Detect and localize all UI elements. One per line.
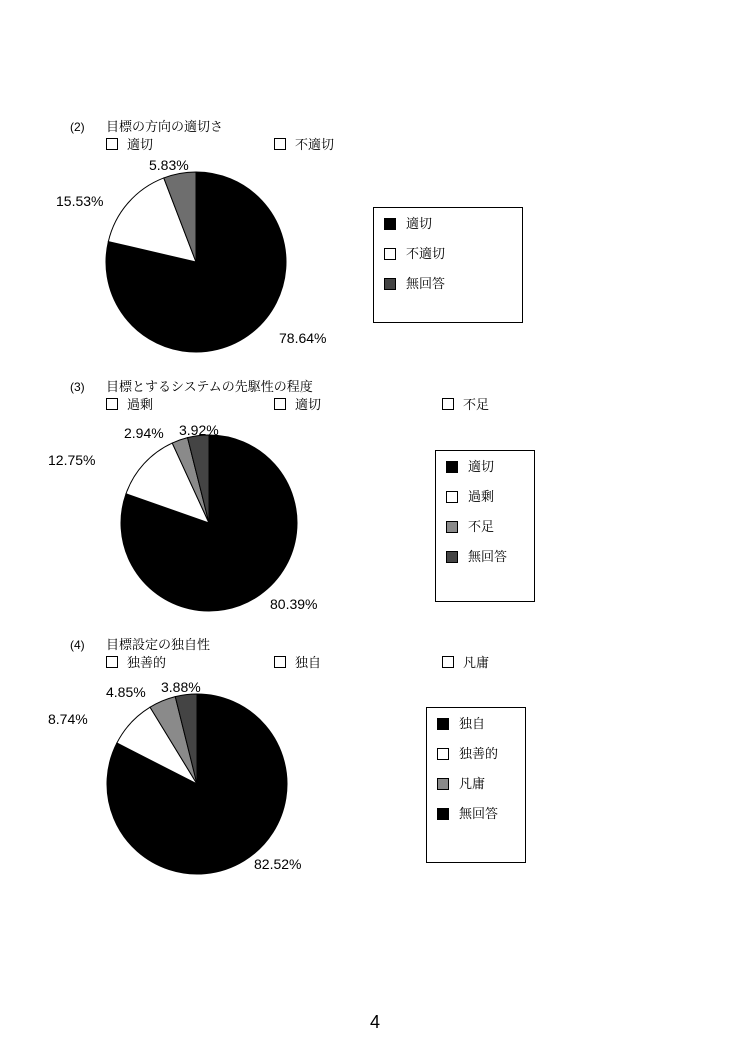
slice-percent-label: 82.52% bbox=[254, 856, 302, 872]
legend-label: 過剰 bbox=[468, 490, 495, 505]
answer-option-label: 独自 bbox=[295, 656, 322, 671]
legend-label: 不足 bbox=[468, 520, 495, 535]
legend-item bbox=[384, 278, 522, 308]
chart-legend bbox=[435, 450, 535, 602]
answer-option-label: 凡庸 bbox=[463, 656, 490, 671]
legend-swatch bbox=[446, 491, 458, 503]
slice-percent-label: 3.92% bbox=[179, 422, 219, 438]
legend-item bbox=[384, 248, 522, 278]
pie-chart bbox=[0, 634, 750, 889]
legend-item bbox=[446, 461, 534, 491]
legend-item bbox=[446, 491, 534, 521]
legend-swatch bbox=[437, 718, 449, 730]
legend-label: 独自 bbox=[459, 717, 486, 732]
legend-swatch bbox=[384, 248, 396, 260]
legend-item bbox=[437, 778, 525, 808]
slice-percent-label: 15.53% bbox=[56, 193, 104, 209]
question-number: (4) bbox=[70, 638, 85, 652]
legend-label: 無回答 bbox=[406, 277, 446, 292]
legend-swatch bbox=[437, 748, 449, 760]
slice-percent-label: 4.85% bbox=[106, 684, 146, 700]
chart-legend bbox=[426, 707, 526, 863]
slice-percent-label: 78.64% bbox=[279, 330, 327, 346]
legend-item bbox=[437, 718, 525, 748]
question-section-2 bbox=[0, 116, 750, 366]
question-text: 目標とするシステムの先駆性の程度 bbox=[106, 380, 313, 395]
question-section-4 bbox=[0, 634, 750, 889]
answer-option-label: 不適切 bbox=[295, 138, 335, 153]
slice-percent-label: 5.83% bbox=[149, 157, 189, 173]
chart-legend bbox=[373, 207, 523, 323]
legend-item bbox=[437, 808, 525, 838]
slice-percent-label: 80.39% bbox=[270, 596, 318, 612]
legend-label: 不適切 bbox=[406, 247, 446, 262]
answer-option-label: 独善的 bbox=[127, 656, 167, 671]
legend-item bbox=[446, 521, 534, 551]
legend-label: 無回答 bbox=[459, 807, 499, 822]
legend-item bbox=[384, 218, 522, 248]
legend-label: 適切 bbox=[468, 460, 495, 475]
legend-label: 独善的 bbox=[459, 747, 499, 762]
legend-item bbox=[446, 551, 534, 581]
question-section-3 bbox=[0, 376, 750, 621]
answer-option-label: 適切 bbox=[295, 398, 322, 413]
question-text: 目標設定の独自性 bbox=[106, 638, 211, 653]
legend-item bbox=[437, 748, 525, 778]
legend-swatch bbox=[384, 218, 396, 230]
question-number: (2) bbox=[70, 120, 85, 134]
slice-percent-label: 12.75% bbox=[48, 452, 96, 468]
slice-percent-label: 8.74% bbox=[48, 711, 88, 727]
pie-chart bbox=[0, 376, 750, 621]
legend-label: 凡庸 bbox=[459, 777, 486, 792]
answer-option-label: 過剰 bbox=[127, 398, 154, 413]
legend-swatch bbox=[446, 551, 458, 563]
answer-option-label: 不足 bbox=[463, 398, 490, 413]
question-text: 目標の方向の適切さ bbox=[106, 120, 224, 135]
legend-label: 適切 bbox=[406, 217, 433, 232]
legend-swatch bbox=[446, 521, 458, 533]
slice-percent-label: 2.94% bbox=[124, 425, 164, 441]
page-number: 4 bbox=[369, 1012, 380, 1032]
legend-swatch bbox=[437, 808, 449, 820]
answer-option-label: 適切 bbox=[127, 138, 154, 153]
slice-percent-label: 3.88% bbox=[161, 679, 201, 695]
legend-swatch bbox=[384, 278, 396, 290]
question-number: (3) bbox=[70, 380, 85, 394]
legend-swatch bbox=[446, 461, 458, 473]
legend-swatch bbox=[437, 778, 449, 790]
legend-label: 無回答 bbox=[468, 550, 508, 565]
